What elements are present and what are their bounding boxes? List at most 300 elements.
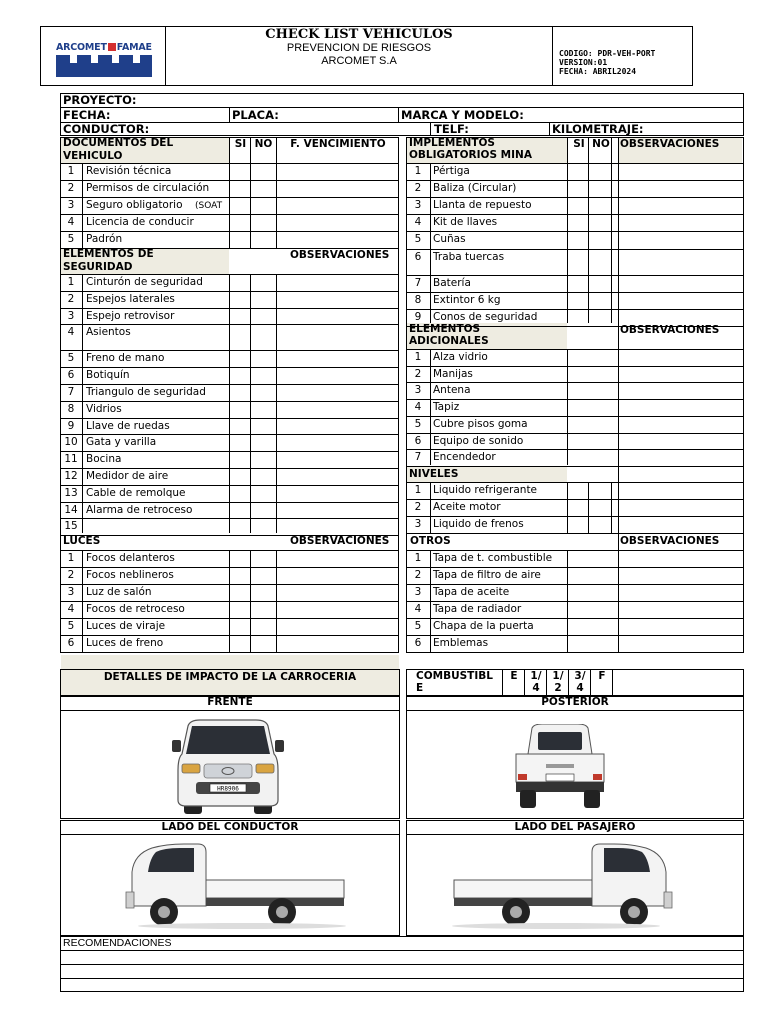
adicional-num: 2 <box>414 367 422 380</box>
marca-modelo-field[interactable] <box>530 108 740 120</box>
luces-label: Focos delanteros <box>86 552 175 564</box>
seguridad-label: Vidrios <box>86 402 122 415</box>
si-checkbox[interactable] <box>230 585 249 600</box>
fuel-level-label: 1/ <box>530 670 542 682</box>
documento-label: Seguro obligatorio <box>86 199 183 211</box>
fuel-level-label: 3/ <box>574 670 586 682</box>
vencimiento-field[interactable] <box>277 181 397 196</box>
no-checkbox[interactable] <box>251 181 275 196</box>
observaciones-field[interactable] <box>619 450 742 465</box>
no-checkbox[interactable] <box>251 619 275 634</box>
observaciones-field[interactable] <box>277 452 397 467</box>
no-checkbox[interactable] <box>251 385 275 400</box>
observaciones-field[interactable] <box>619 602 742 617</box>
si-checkbox[interactable] <box>230 385 249 400</box>
luces-num: 1 <box>67 552 75 564</box>
adicionales-observaciones: OBSERVACIONES <box>620 324 720 336</box>
logo-text-famae: FAMAE <box>116 42 152 53</box>
otro-label: Tapa de filtro de aire <box>433 569 541 581</box>
seguridad-num: 14 <box>64 503 78 516</box>
implemento-num: 1 <box>414 165 422 177</box>
seguridad-num: 11 <box>64 453 78 466</box>
no-checkbox[interactable] <box>251 551 275 566</box>
implemento-label: Extintor 6 kg <box>433 293 501 306</box>
seguridad-label: Bocina <box>86 453 122 466</box>
seguridad-label: Espejos laterales <box>86 292 175 305</box>
no-checkbox[interactable] <box>251 309 275 324</box>
nivel-label: Aceite motor <box>433 501 501 513</box>
no-checkbox[interactable] <box>589 293 610 308</box>
implemento-label: Kit de llaves <box>433 216 498 229</box>
documentos-header-line2: VEHICULO <box>63 150 123 162</box>
observaciones-field[interactable] <box>277 419 397 434</box>
observaciones-field[interactable] <box>619 417 742 432</box>
si-checkbox[interactable] <box>230 469 249 484</box>
lado-pasajero-label: LADO DEL PASAJERO <box>514 821 636 833</box>
no-checkbox[interactable] <box>589 517 610 532</box>
doc-date: FECHA: ABRIL2024 <box>559 67 637 76</box>
si-checkbox[interactable] <box>230 619 249 634</box>
luces-label: Luces de viraje <box>86 620 166 632</box>
otro-num: 1 <box>414 552 422 564</box>
no-checkbox[interactable] <box>589 232 610 247</box>
adicional-label: Equipo de sonido <box>433 434 524 447</box>
page-title: CHECK LIST VEHICULOS <box>265 27 453 42</box>
no-checkbox[interactable] <box>589 310 610 325</box>
observaciones-field[interactable] <box>277 619 397 634</box>
adicionales-header-line2: ADICIONALES <box>409 335 489 347</box>
observaciones-field[interactable] <box>619 232 742 247</box>
otro-label: Chapa de la puerta <box>433 620 534 632</box>
otro-label: Tapa de t. combustible <box>433 552 553 564</box>
lado-conductor-label: LADO DEL CONDUCTOR <box>161 821 299 833</box>
no-checkbox[interactable] <box>251 585 275 600</box>
si-checkbox[interactable] <box>568 232 587 247</box>
observaciones-field[interactable] <box>619 181 742 196</box>
si-checkbox[interactable] <box>230 309 249 324</box>
conductor-field[interactable] <box>160 123 425 135</box>
implemento-num: 9 <box>414 310 422 323</box>
observaciones-field[interactable] <box>619 276 742 291</box>
telf-label: TELF: <box>434 122 469 136</box>
si-checkbox[interactable] <box>568 181 587 196</box>
adicionales-header: ELEMENTOS <box>409 323 481 335</box>
observaciones-field[interactable] <box>619 619 742 634</box>
observaciones-field[interactable] <box>619 500 742 515</box>
no-checkbox[interactable] <box>251 519 275 534</box>
observaciones-field[interactable] <box>277 486 397 501</box>
no-checkbox[interactable] <box>251 419 275 434</box>
fuel-level-label: F <box>598 670 606 682</box>
truck-rear-image <box>512 724 608 810</box>
placa-field[interactable] <box>285 108 395 120</box>
luces-num: 5 <box>67 620 75 632</box>
seguridad-label: Asientos <box>86 326 131 339</box>
si-checkbox[interactable] <box>568 310 587 325</box>
doc-code: CODIGO: PDR-VEH-PORT <box>559 49 656 58</box>
fuel-level-label: 1/ <box>552 670 564 682</box>
no-checkbox[interactable] <box>589 250 610 274</box>
grid-line <box>430 163 431 323</box>
fuel-level-cell[interactable] <box>524 669 546 696</box>
si-checkbox[interactable] <box>230 325 249 349</box>
no-checkbox[interactable] <box>251 469 275 484</box>
seguridad-label: Cinturón de seguridad <box>86 276 203 288</box>
otro-num: 5 <box>414 620 422 632</box>
combustible-label-line2: E <box>416 682 424 694</box>
adicional-label: Cubre pisos goma <box>433 417 528 430</box>
seguridad-label: Triangulo de seguridad <box>86 386 206 398</box>
seguridad-num: 13 <box>64 486 78 499</box>
grid-line <box>611 137 612 323</box>
si-checkbox[interactable] <box>230 551 249 566</box>
si-checkbox[interactable] <box>230 636 249 651</box>
fuel-level-cell[interactable] <box>502 669 524 696</box>
col-si-right: SI <box>573 138 585 150</box>
adicional-label: Manijas <box>433 367 473 380</box>
seguridad-label: Cable de remolque <box>86 486 186 499</box>
adicional-num: 4 <box>414 401 422 414</box>
si-checkbox[interactable] <box>568 215 587 230</box>
observaciones-field[interactable] <box>277 275 397 290</box>
no-checkbox[interactable] <box>589 500 610 515</box>
vencimiento-field[interactable] <box>277 215 397 230</box>
vencimiento-field[interactable] <box>277 164 397 179</box>
observaciones-field[interactable] <box>619 400 742 415</box>
luces-num: 3 <box>67 586 75 598</box>
otro-label: Tapa de aceite <box>433 586 510 598</box>
fuel-level-label-line2: 2 <box>554 682 562 694</box>
observaciones-field[interactable] <box>277 368 397 383</box>
otros-header: OTROS <box>410 535 451 547</box>
observaciones-field[interactable] <box>619 198 742 213</box>
no-checkbox[interactable] <box>589 198 610 213</box>
observaciones-field[interactable] <box>619 483 742 498</box>
luces-header: LUCES <box>63 535 101 547</box>
no-checkbox[interactable] <box>251 368 275 383</box>
implemento-num: 4 <box>414 216 422 229</box>
si-checkbox[interactable] <box>568 517 587 532</box>
observaciones-field[interactable] <box>619 568 742 583</box>
fuel-level-label-line2: 4 <box>576 682 584 694</box>
grid-line <box>743 137 744 653</box>
no-checkbox[interactable] <box>251 486 275 501</box>
implementos-header: IMPLEMENTOS <box>409 137 495 149</box>
implementos-header-line2: OBLIGATORIOS MINA <box>409 149 532 161</box>
proyecto-label: PROYECTO: <box>63 93 137 107</box>
documento-label-extra: (SOAT <box>195 201 223 211</box>
si-checkbox[interactable] <box>230 215 249 230</box>
seguridad-label: Espejo retrovisor <box>86 309 175 322</box>
no-checkbox[interactable] <box>251 435 275 450</box>
seguridad-num: 9 <box>67 419 75 432</box>
si-checkbox[interactable] <box>230 275 249 290</box>
si-checkbox[interactable] <box>568 483 587 498</box>
seguridad-label: Gata y varilla <box>86 436 157 449</box>
seguridad-num: 10 <box>64 436 78 449</box>
si-checkbox[interactable] <box>230 519 249 534</box>
seguridad-num: 1 <box>67 276 75 288</box>
company-name: ARCOMET S.A <box>321 55 397 67</box>
implemento-label: Cuñas <box>433 233 466 246</box>
si-checkbox[interactable] <box>568 164 587 179</box>
no-checkbox[interactable] <box>251 292 275 307</box>
observaciones-field[interactable] <box>277 636 397 651</box>
no-checkbox[interactable] <box>251 636 275 651</box>
documento-label: Licencia de conducir <box>86 216 194 228</box>
documentos-header: DOCUMENTOS DEL <box>63 137 174 149</box>
observaciones-field[interactable] <box>619 367 742 382</box>
observaciones-field[interactable] <box>619 250 742 274</box>
si-checkbox[interactable] <box>230 292 249 307</box>
seguridad-num: 6 <box>67 369 75 382</box>
implemento-label: Pértiga <box>433 165 470 177</box>
otro-num: 3 <box>414 586 422 598</box>
observaciones-field[interactable] <box>277 309 397 324</box>
recomendaciones-label: RECOMENDACIONES <box>63 937 172 949</box>
truck-plate-text: HR8906 <box>217 785 239 793</box>
fecha-field[interactable] <box>120 108 225 120</box>
si-checkbox[interactable] <box>230 503 249 518</box>
observaciones-field[interactable] <box>619 517 742 532</box>
no-checkbox[interactable] <box>589 483 610 498</box>
col-observaciones-right: OBSERVACIONES <box>620 138 720 150</box>
fuel-level-cell[interactable] <box>568 669 590 696</box>
luces-label: Luces de freno <box>86 637 164 649</box>
fuel-level-cell[interactable] <box>546 669 568 696</box>
si-checkbox[interactable] <box>230 486 249 501</box>
no-checkbox[interactable] <box>589 181 610 196</box>
grid-line <box>398 137 399 653</box>
seguridad-label: Botiquín <box>86 369 130 382</box>
no-checkbox[interactable] <box>251 568 275 583</box>
observaciones-field[interactable] <box>277 585 397 600</box>
telf-field[interactable] <box>475 123 545 135</box>
otro-num: 6 <box>414 637 422 649</box>
implemento-num: 6 <box>414 250 422 263</box>
luces-observaciones: OBSERVACIONES <box>290 535 390 547</box>
observaciones-field[interactable] <box>619 434 742 449</box>
kilometraje-field[interactable] <box>655 123 740 135</box>
truck-passenger-side-image <box>450 842 676 930</box>
vencimiento-field[interactable] <box>277 232 397 247</box>
no-checkbox[interactable] <box>589 276 610 291</box>
header-divider <box>552 26 553 86</box>
otro-num: 2 <box>414 569 422 581</box>
observaciones-field[interactable] <box>277 602 397 617</box>
impact-title: DETALLES DE IMPACTO DE LA CARROCERIA <box>103 671 357 683</box>
logo-text-arcomet: ARCOMET <box>56 42 107 53</box>
seguridad-observaciones: OBSERVACIONES <box>290 249 390 261</box>
si-checkbox[interactable] <box>230 452 249 467</box>
adicional-num: 6 <box>414 434 422 447</box>
nivel-num: 1 <box>414 484 422 496</box>
grid-line <box>611 482 612 533</box>
no-checkbox[interactable] <box>251 164 275 179</box>
luces-label: Focos de retroceso <box>86 603 185 615</box>
nivel-num: 3 <box>414 518 422 530</box>
adicional-label: Encendedor <box>433 451 496 464</box>
implemento-label: Conos de seguridad <box>433 310 538 323</box>
no-checkbox[interactable] <box>589 164 610 179</box>
fuel-level-label-line2: 4 <box>532 682 540 694</box>
kilometraje-label: KILOMETRAJE: <box>552 122 644 136</box>
observaciones-field[interactable] <box>277 551 397 566</box>
logo-battlement-icon <box>56 55 152 77</box>
si-checkbox[interactable] <box>568 293 587 308</box>
seguridad-num: 12 <box>64 470 78 482</box>
seguridad-label: Freno de mano <box>86 352 165 365</box>
combustible-label: COMBUSTIBL <box>416 670 493 682</box>
no-checkbox[interactable] <box>251 351 275 366</box>
si-checkbox[interactable] <box>568 198 587 213</box>
seguridad-num: 2 <box>67 292 75 305</box>
no-checkbox[interactable] <box>251 232 275 247</box>
otro-label: Tapa de radiador <box>433 603 522 615</box>
otro-label: Emblemas <box>433 637 489 649</box>
adicional-label: Tapiz <box>433 401 460 414</box>
grid-line <box>82 163 83 248</box>
no-checkbox[interactable] <box>251 215 275 230</box>
no-checkbox[interactable] <box>251 325 275 349</box>
recomendaciones-field[interactable] <box>62 951 742 991</box>
seguridad-num: 4 <box>67 326 75 339</box>
truck-driver-side-image <box>122 842 348 930</box>
observaciones-field[interactable] <box>277 519 397 534</box>
implemento-label: Batería <box>433 276 471 289</box>
spacer-band <box>61 655 399 669</box>
seguridad-num: 7 <box>67 386 75 398</box>
si-checkbox[interactable] <box>230 351 249 366</box>
si-checkbox[interactable] <box>230 402 249 417</box>
fuel-notes-field[interactable] <box>620 671 740 694</box>
seguridad-header: ELEMENTOS DE <box>63 248 154 260</box>
grid-line <box>430 482 431 533</box>
si-checkbox[interactable] <box>230 568 249 583</box>
adicional-num: 7 <box>414 451 422 464</box>
no-checkbox[interactable] <box>251 198 275 213</box>
luces-num: 4 <box>67 603 75 615</box>
observaciones-field[interactable] <box>619 350 742 365</box>
documento-label: Revisión técnica <box>86 165 172 177</box>
observaciones-field[interactable] <box>277 292 397 307</box>
proyecto-field[interactable] <box>150 94 740 106</box>
observaciones-field[interactable] <box>277 435 397 450</box>
observaciones-field[interactable] <box>277 325 397 349</box>
observaciones-field[interactable] <box>619 636 742 651</box>
no-checkbox[interactable] <box>251 602 275 617</box>
no-checkbox[interactable] <box>251 503 275 518</box>
placa-label: PLACA: <box>232 108 279 122</box>
luces-num: 2 <box>67 569 75 581</box>
adicional-num: 1 <box>414 351 422 363</box>
no-checkbox[interactable] <box>251 275 275 290</box>
implemento-num: 5 <box>414 233 422 246</box>
luces-label: Focos neblineros <box>86 569 174 581</box>
no-checkbox[interactable] <box>251 452 275 467</box>
documento-num: 2 <box>67 182 75 194</box>
si-checkbox[interactable] <box>568 250 587 274</box>
frente-label: FRENTE <box>207 696 253 708</box>
si-checkbox[interactable] <box>230 232 249 247</box>
si-checkbox[interactable] <box>230 435 249 450</box>
seguridad-label: Llave de ruedas <box>86 419 170 432</box>
grid-line <box>60 652 398 653</box>
documento-num: 3 <box>67 199 75 211</box>
doc-version: VERSION:01 <box>559 58 608 67</box>
observaciones-field[interactable] <box>277 402 397 417</box>
luces-label: Luz de salón <box>86 586 152 598</box>
documento-num: 1 <box>67 165 75 177</box>
observaciones-field[interactable] <box>619 551 742 566</box>
observaciones-field[interactable] <box>277 385 397 400</box>
nivel-num: 2 <box>414 501 422 513</box>
si-checkbox[interactable] <box>230 368 249 383</box>
si-checkbox[interactable] <box>568 500 587 515</box>
implemento-num: 2 <box>414 182 422 195</box>
col-si-left: SI <box>234 138 247 150</box>
no-checkbox[interactable] <box>251 402 275 417</box>
grid-line <box>406 652 743 653</box>
documento-label: Padrón <box>86 233 123 245</box>
si-checkbox[interactable] <box>230 164 249 179</box>
si-checkbox[interactable] <box>230 419 249 434</box>
seguridad-num: 8 <box>67 402 75 415</box>
observaciones-field[interactable] <box>619 585 742 600</box>
observaciones-field[interactable] <box>619 293 742 308</box>
si-checkbox[interactable] <box>230 181 249 196</box>
vencimiento-field[interactable] <box>277 198 397 213</box>
implemento-num: 8 <box>414 293 422 306</box>
observaciones-field[interactable] <box>277 351 397 366</box>
luces-num: 6 <box>67 637 75 649</box>
observaciones-field[interactable] <box>277 503 397 518</box>
observaciones-field[interactable] <box>277 568 397 583</box>
seguridad-header-line2: SEGURIDAD <box>63 261 133 273</box>
implemento-num: 7 <box>414 276 422 289</box>
fuel-divider <box>612 669 613 696</box>
fuel-level-cell[interactable] <box>590 669 612 696</box>
grid-line <box>82 274 83 533</box>
observaciones-field[interactable] <box>619 383 742 398</box>
nivel-label: Liquido refrigerante <box>433 484 538 496</box>
niveles-header: NIVELES <box>409 468 459 480</box>
si-checkbox[interactable] <box>230 198 249 213</box>
implemento-label: Traba tuercas <box>433 250 505 263</box>
marca-modelo-label: MARCA Y MODELO: <box>401 108 524 122</box>
company-logo <box>56 42 152 78</box>
observaciones-field[interactable] <box>619 164 742 179</box>
fuel-level-label: E <box>510 670 518 682</box>
documento-label: Permisos de circulación <box>86 182 210 194</box>
observaciones-field[interactable] <box>619 215 742 230</box>
implemento-label: Baliza (Circular) <box>433 182 517 195</box>
seguridad-label: Alarma de retroceso <box>86 503 193 516</box>
col-no-left: NO <box>254 138 273 150</box>
si-checkbox[interactable] <box>230 602 249 617</box>
si-checkbox[interactable] <box>568 276 587 291</box>
seguridad-num: 15 <box>64 520 78 533</box>
page-subtitle: PREVENCION DE RIESGOS <box>286 42 432 54</box>
no-checkbox[interactable] <box>589 215 610 230</box>
observaciones-field[interactable] <box>277 469 397 484</box>
seguridad-num: 5 <box>67 352 75 365</box>
implemento-label: Llanta de repuesto <box>433 199 532 212</box>
col-vencimiento: F. VENCIMIENTO <box>290 138 386 150</box>
seguridad-num: 3 <box>67 309 75 322</box>
otros-observaciones: OBSERVACIONES <box>620 535 720 547</box>
conductor-label: CONDUCTOR: <box>63 122 150 136</box>
